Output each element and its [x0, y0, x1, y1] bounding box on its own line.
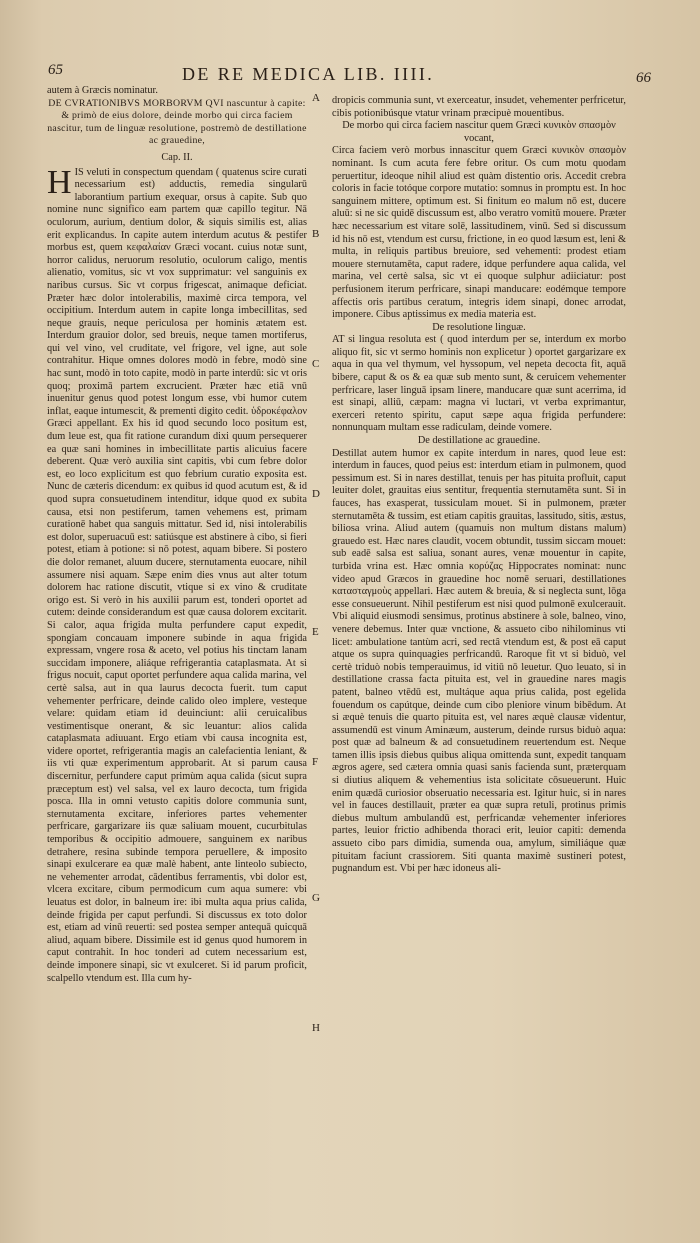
right-column — [332, 95, 626, 876]
heading-tongue-paralysis: De resolutione linguæ. — [432, 321, 526, 333]
margin-letter-c: C — [312, 358, 320, 370]
running-title: DE RE MEDICA LIB. IIII. — [182, 64, 435, 84]
heading-face-disease: De morbo qui circa faciem nascitur quem Græci κυνικὸν σπασμὸν vocant, — [342, 120, 616, 144]
body-paragraph — [47, 163, 307, 986]
running-header — [0, 62, 700, 86]
continuation-paragraph: dropicis communia sunt, vt exerceatur, insudet, vehementer perfricetur, cibis potionibúsque vtatur vrinam præcipuè mouentibus. — [332, 95, 626, 119]
left-column — [47, 85, 307, 985]
margin-letter-g: G — [312, 892, 320, 904]
margin-letter-e: E — [312, 626, 319, 638]
body-text: IS veluti in conspectum quendam ( quatenus scire curati necessarium est) adductis, remedia singularū laborantium partium exequar, orsus à capite. Sub quo nomine nunc significo eam partem quæ capillo tegitur. Nā oculorum, aurium, dentium dolor, & siquis similis est, alias erit explicandus. In capite autem interdum acutus & pestifer morbus est, quem κεφαλαίαν Græci vocant. cuius notæ sunt, horror calidus, neruorum resolutio, oculorum caligo, mentis alienatio, vomitus, sic vt vox supprimatur: vel sanguinis ex naribus cursus. Sic vt corpus frigescat, animaque deficiat. Præter hæc dolor intolerabilis, maximè circa tempora, vel occipitium. Interdum autem in capite longa imbecillitas, sed neque grauis, neque periculosa per hominis ætatem est. Interdum grauior dolor, sed breuis, neque tamen mortiferus, qui vel vino, vel cruditate, vel frigore, vel igne, aut sole contrahitur. Hique omnes dolores modò in febre, modò sine hac sunt, modò in toto capite, modò in parte interdū: sic vt oris quoq; proximā partem excrucient. Præter hæc etiā vnū inuenitur genus quod potest longum esse, vbi humor cutem inflat, eaque intumescit, & prementi digito cedit. ὑδροκέφαλον Græci appellant. Ex his id quod secundo loco positum est, dum leue est, qua fit ratione curandum dixi quum persequerer ea quæ sani homines in imbecillitate partis alicuius facere deberent. Quæ verò auxilia sint capitis, vbi cum febre dolor est, eo loco explicitum est quo febrium curatio exposita est. Nunc de cæteris dicendum: ex quibus id quod acutum est, & id quod supra consuetudinem intenditur, idque quod ex subita causa, etsi non pestiferum, tamen vehemens est, primam curationē habet qua sanguis mittatur. Sed id, nisi intolerabilis est dolor, superuacuū est: satiúsque est abstinere à cibo, si fieri potest, etiam à potione: si nō potest, aquam bibere. Si postero die dolor remanet, aluum ducere, sternutamenta euocare, nihil assumere nisi aquam. Sæpe enim dies vnus aut alter totum dolorem hac ratione discutit, vtique si ex vino & cruditate origo est. Si verò in his auxilii parum est, tonderi oportet ad cutem: deinde considerandum est quæ causa dolorem excitarit. Si calor, aqua frigida multa perfundere caput expedit, spongiam concauam imponere subinde in aqua frigida expressam, vngere rosa & aceto, vel potius his tinctam lanam succidam imponere, aliáque refrigerantia cataplasmata. At si frigus nocuit, caput oportet perfundere aqua calida marina, vel certè salsa, aut in qua laurus decocta fuerit. tum caput vehementer perfricare, deinde calido oleo implere, vesteque velare: quidam etiam id deuinciunt: alii ceruicalibus vestimentisque onerant, & sic leuantur: alios calida cataplasmata adiuuant. Ergo etiam vbi causa incognita est, videre oportet, refrigerantia magis an calefacientia leniant, & iis vti quæ experimentum approbarit. At si parum causa discernitur, perfundere caput primùm aqua calida (sicut supra præceptum est) vel salsa, vel ex lauro decocta, tum frigida posca. Illa in omni vetusto capitis dolore communia sunt, sternutamenta excitare, inferiores partes vehementer perfricare, gargarizare iis quæ saliuam mouent, cucurbitulas temporibus & occipitio admouere, sanguinem ex naribus detrahere, resina subinde tempora peruellere, & imposito sinapi exulcerare ea quæ malè habent, ante linteolo subiecto, ne vehementer arrodat, cādentibus ferramentis, vbi dolor est, vlcera excitare, cibum permodicum cum aqua sumere: vbi leuatus est dolor, in balneum ire: ibi multa aqua prius calida, deinde frigida per caput perfundi. Si discussus ex toto dolor est, etiam ad vinū reuerti: sed postea semper antequā quicquā aliud, aquam bibere. Dissimile est id genus quod humorem in caput contrahit. In hoc tonderi ad cutem necessarium est, deinde imponere sinapi, sic vt exulceret. Si id parum proficit, scalpello vtendum est. Illa cum hy- — [47, 166, 307, 984]
chapter-label: Cap. II. — [161, 151, 193, 163]
heading-catarrh: De destillatione ac grauedine. — [417, 435, 541, 447]
margin-letter-d: D — [312, 488, 320, 500]
continuation-line: autem à Græcis nominatur. — [47, 85, 158, 96]
margin-letter-f: F — [312, 756, 319, 768]
right-page-number: 66 — [636, 70, 651, 86]
margin-letters — [312, 0, 332, 1243]
section-heading: DE CVRATIONIBVS MORBORVM QVI nascuntur à capite: & primò de eius dolore, deinde morbo qui circa faciem nascitur, tum de linguæ resolutione, postremò de destillatione ac grauedine, — [47, 97, 307, 147]
margin-letter-b: B — [312, 228, 320, 240]
drop-cap: H — [47, 163, 72, 201]
paragraph-tongue-paralysis: AT si lingua resoluta est ( quod interdum per se, interdum ex morbo aliquo fit, sic vt sermo hominis non explicetur ) oportet gargarizare ex aqua in qua vel thymum, vel hyssopum, vel nepeta decocta fit, aquā bibere, caput & os & ea quæ sub mento sunt, & ceruicem vehementer perfricare, laser linguā ipsam linere, manducare quæ sunt acerrima, id est sinapi, alliū, cæpam: magna vi luctari, vt verba exprimantur, exerceri retento spiritu, caput sæpe aqua frigida perfundere: nonnunquam multam esse radiculam, deinde vomere. — [332, 334, 626, 434]
left-page-number: 65 — [48, 62, 63, 78]
paragraph-face-disease: Circa faciem verò morbus innascitur quem Græci κυνικὸν σπασμὸν nominant. Is cum acuta fere febre oritur. Os cum motu quodam peruertitur, ideoque nihil aliud est quàm distentio oris. Accedit crebra coloris in facie totóque corpore mutatio: somnus in promptu est. In hoc sanguinem mittere, optimum est. Si finitum eo malum nō est, ducere aluū: si ne sic quidē discussum est, albo veratro vomitū mouere. Præter hæc necessarium est vitare solē, lassitudinem, vinū. Sed si discussum id his nō est, vtendum est cursu, frictione, in eo quod læsum est, leni & multa, in reliquis partibus breuiore, sed vehementi: prodest etiam mouere sternutamēta, caput radere, idque perfundere aqua calida, vel marina, vel certè salsa, sic vt ei quoque sulphur adiiciatur: post perfusionem iterum perfricare, sinapi manducare: eodémque tempore affectis oris partibus ceratum, integris idem sinapi, donec arrodat, imponere. Cibus aptissimus ex media materia est. — [332, 145, 626, 321]
paragraph-catarrh: Destillat autem humor ex capite interdum in nares, quod leue est: interdum in fauces, quod peius est: interdum etiam in pulmonem, quod pessimum est. Si in nares destillat, tenuis per has pituita profluit, caput leuiter dolet, grauitas eius sentitur, frequentia sternutamēta sunt. Si in fauces, has exasperat, tussiculam mouet. Si in pulmonem, præter sternutamēta & tussim, est etiam capitis grauitas, lassitudo, sitis, æstus, biliosa vrina. Aliud autem (quamuis non multum distans malum) grauedo est. Hæc nares claudit, vocem obtundit, tussim siccam mouet: sub eadē salsa est saliua, sonant aures, venæ mouentur in capite, turbida vrina est. Hæc omnia κορύζας Hippocrates nominat: nunc video apud Græcos in grauedine hoc nomē seruari, destillationes κατασταγμοὺς appellari. Hæc autem & breuia, & si neglecta sunt, lōga esse consueuerunt. Nihil pestiferum est nisi quod pulmonē exulcerauit. Vbi aliquid eiusmodi sensimus, protinus abstinere à sole, balneo, vino, venere debemus. Inter quæ vnctione, & assueto cibo nihilominus vti licet: ambulatione tantùm acri, sed rectâ vtendum est, & post eā caput atque os supra quinquagies perfricandū. Raroque fit vt si biduò, vel certè triduò nobis temperauimus, id vitiū nō leuetur. Quo leuato, si in destillatione crassa facta pituita est, vel in grauedine nares magis patent, balneo vtēdū est, multáque aqua prius calida, post egelida fouendum os capútque, deinde cum cibo pleniore vinum bibēdum. At si æquè tenuis die quarto pituita est, vel nares æquè clausæ videntur, assumendū est vinum Aminæum, austerum, deinde rursus biduò aqua: post quæ ad balneum & ad consuetudinem reuertendum est. Neque tamen illis ipsis diebus quibus aliqua omittenda sunt, expedit tanquam ægros agere, sed cætera omnia quasi sanis facienda sunt, præterquam si diutius aliquem & vehementius ista solicitate cōsueuerunt. Huic enim quædā curiosior obseruatio necessaria est. Igitur huic, si in nares vel in fauces destillauit, præter ea quæ supra retuli, protinus primis diebus multum ambulandū est, perfricandæ vehementer inferiores partes, leuior frictio adhibenda thoraci erit, leuior capiti: demenda assueto cibo pars dimidia, sumenda oua, amylum, similiáque quæ pituitam faciunt crassiorem. Siti quanta maximè sustineri potest, pugnandum est. Vbi per hæc idoneus ali- — [332, 447, 626, 875]
margin-letter-h: H — [312, 1022, 320, 1034]
margin-letter-a: A — [312, 92, 320, 104]
